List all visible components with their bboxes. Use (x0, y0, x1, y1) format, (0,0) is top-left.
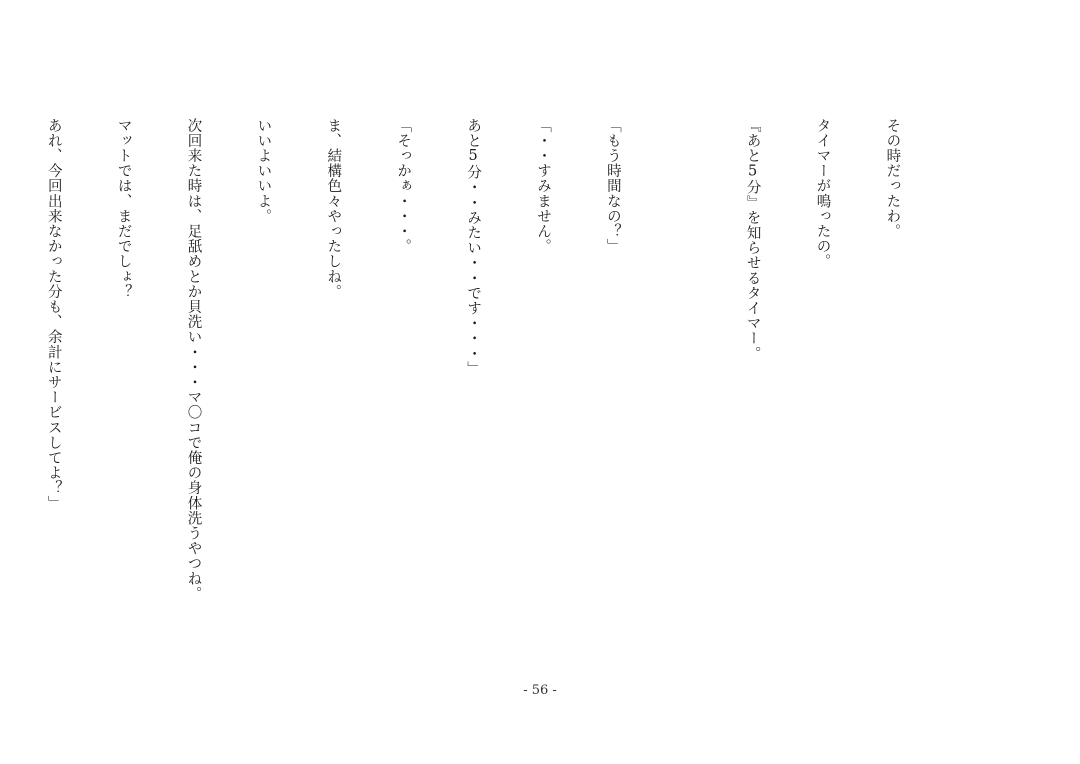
vertical-text-body (0, 118, 950, 678)
text-line: あと5分・・みたい・・です・・・」 (465, 118, 482, 377)
text-line: 「・・すみません。 (534, 118, 551, 254)
text-line: タイマーが鳴ったの。 (814, 118, 831, 269)
text-line: その時だったわ。 (884, 118, 901, 239)
paragraph-gap (670, 118, 693, 678)
text-line: 次回来た時は、足舐めとか貝洗い・・・マ〇コで俺の身体洗うやつね。 (185, 118, 202, 602)
text-line: いいよいいよ。 (255, 118, 272, 224)
text-line: あれ、今回出来なかった分も、余計にサービスしてよ？」 (45, 118, 62, 511)
text-line: 「もう時間なの？」 (604, 118, 621, 254)
text-line: 『あと5分』を知らせるタイマー。 (744, 118, 761, 362)
text-line: マットでは、まだでしょ？ (115, 118, 132, 300)
page-number: - 56 - (523, 683, 557, 698)
text-line: ま、結構色々やったしね。 (325, 118, 342, 300)
text-line: 「そっかぁ・・・。 (395, 118, 412, 254)
